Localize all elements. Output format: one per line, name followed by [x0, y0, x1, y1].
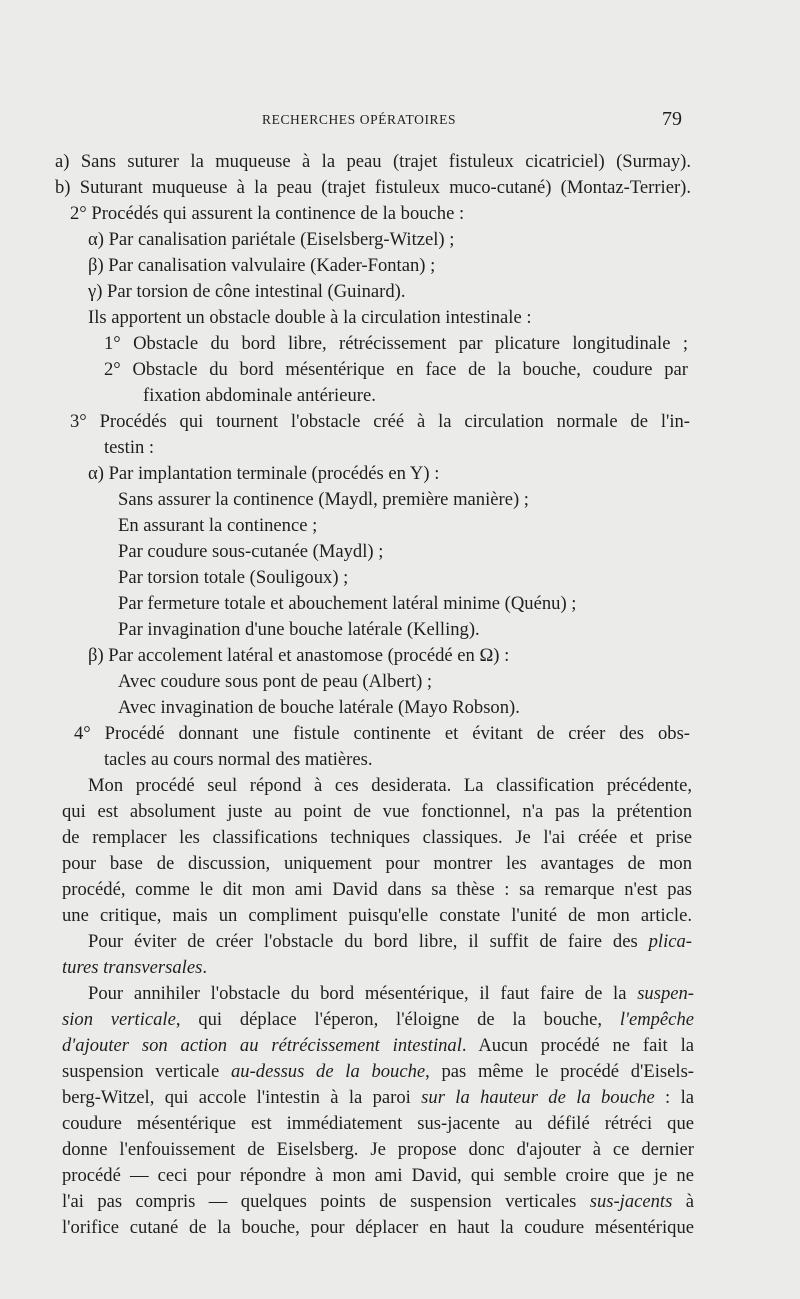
text-line: α) Par canalisation pariétale (Eiselsberg-Witzel) ;	[88, 229, 455, 250]
text-line: procédé — ceci pour répondre à mon ami David, qui semble croire que je ne	[62, 1165, 694, 1186]
text-line: 2° Obstacle du bord mésentérique en face de la bouche, coudure par	[104, 359, 688, 380]
text-line: tures transversales.	[62, 957, 207, 978]
page-header	[0, 108, 800, 138]
text-line: de remplacer les classifications techniques classiques. Je l'ai créée et prise	[62, 827, 692, 848]
text-line: coudure mésentérique est immédiatement sus-jacente au défilé rétréci que	[62, 1113, 694, 1134]
text-line: pour base de discussion, uniquement pour montrer les avantages de mon	[62, 853, 692, 874]
text-line: γ) Par torsion de cône intestinal (Guinard).	[88, 281, 406, 302]
text-line: sion verticale, qui déplace l'éperon, l'éloigne de la bouche, l'empêche	[62, 1009, 694, 1030]
text-line: l'orifice cutané de la bouche, pour déplacer en haut la coudure mésentérique	[62, 1217, 694, 1238]
text-line: d'ajouter son action au rétrécissement intestinal. Aucun procédé ne fait la	[62, 1035, 694, 1056]
text-line: β) Par accolement latéral et anastomose (procédé en Ω) :	[88, 645, 510, 666]
text-line: 4° Procédé donnant une fistule continente et évitant de créer des obs-	[74, 723, 690, 744]
text-line: testin :	[104, 437, 155, 458]
text-line: suspension verticale au-dessus de la bouche, pas même le procédé d'Eisels-	[62, 1061, 694, 1082]
text-line: qui est absolument juste au point de vue fonctionnel, n'a pas la prétention	[62, 801, 692, 822]
text-line: β) Par canalisation valvulaire (Kader-Fontan) ;	[88, 255, 436, 276]
running-title: RECHERCHES OPÉRATOIRES	[262, 112, 457, 127]
text-line: l'ai pas compris — quelques points de suspension verticales sus-jacents à	[62, 1191, 694, 1212]
text-line: Avec coudure sous pont de peau (Albert) ;	[118, 671, 433, 692]
text-line: fixation abdominale antérieure.	[143, 385, 376, 406]
text-line: Par fermeture totale et abouchement latéral minime (Quénu) ;	[118, 593, 577, 614]
text-line: Par coudure sous-cutanée (Maydl) ;	[118, 541, 384, 562]
text-line: berg-Witzel, qui accole l'intestin à la paroi sur la hauteur de la bouche : la	[62, 1087, 694, 1108]
text-line: Ils apportent un obstacle double à la circulation intestinale :	[88, 307, 532, 328]
text-line: a) Sans suturer la muqueuse à la peau (trajet fistuleux cicatriciel) (Surmay).	[55, 151, 691, 172]
text-line: α) Par implantation terminale (procédés en Y) :	[88, 463, 440, 484]
text-line: Avec invagination de bouche latérale (Mayo Robson).	[118, 697, 520, 718]
text-line: 1° Obstacle du bord libre, rétrécissement par plicature longitudinale ;	[104, 333, 688, 354]
text-line: 2° Procédés qui assurent la continence de la bouche :	[70, 203, 465, 224]
text-line: Pour annihiler l'obstacle du bord mésentérique, il faut faire de la suspen-	[88, 983, 694, 1004]
text-line: En assurant la continence ;	[118, 515, 318, 536]
text-line: donne l'enfouissement de Eiselsberg. Je propose donc d'ajouter à ce dernier	[62, 1139, 694, 1160]
text-line: une critique, mais un compliment puisqu'elle constate l'unité de mon article.	[62, 905, 692, 926]
text-line: Pour éviter de créer l'obstacle du bord libre, il suffit de faire des plica-	[88, 931, 692, 952]
text-line: procédé, comme le dit mon ami David dans sa thèse : sa remarque n'est pas	[62, 879, 692, 900]
text-line: 3° Procédés qui tournent l'obstacle créé à la circulation normale de l'in-	[70, 411, 690, 432]
text-line: Mon procédé seul répond à ces desiderata. La classification précédente,	[88, 775, 692, 796]
text-line: b) Suturant muqueuse à la peau (trajet fistuleux muco-cutané) (Montaz-Terrier).	[55, 177, 691, 198]
text-line: Par torsion totale (Souligoux) ;	[118, 567, 349, 588]
text-line: Sans assurer la continence (Maydl, première manière) ;	[118, 489, 529, 510]
page-number: 79	[662, 108, 682, 130]
text-line: Par invagination d'une bouche latérale (Kelling).	[118, 619, 480, 640]
text-line: tacles au cours normal des matières.	[104, 749, 373, 770]
